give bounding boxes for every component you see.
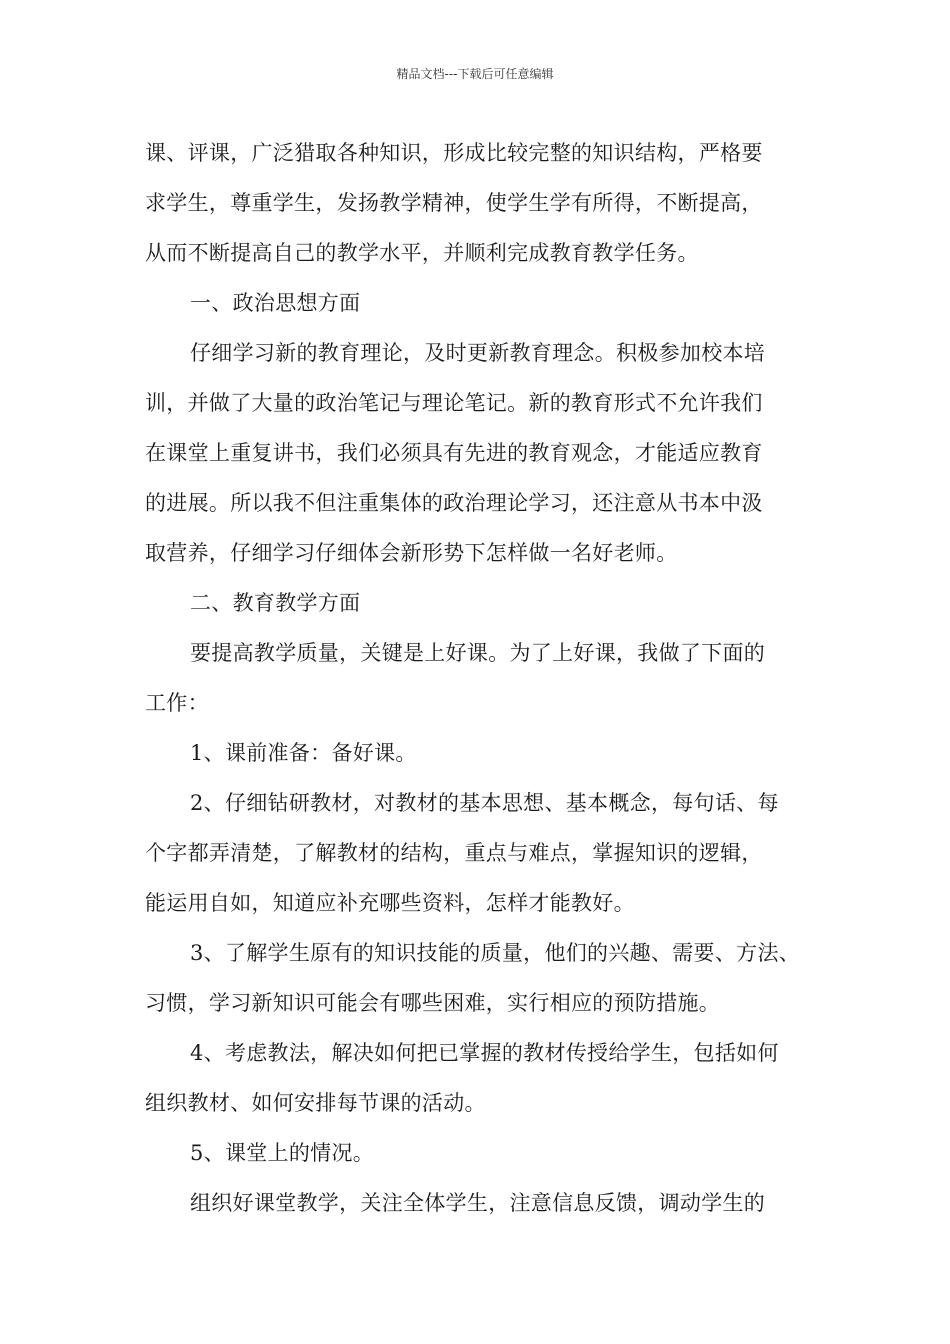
text-line: 在课堂上重复讲书，我们必须具有先进的教育观念，才能适应教育 [145, 441, 763, 465]
text-line: 取营养，仔细学习仔细体会新形势下怎样做一名好老师。 [145, 541, 678, 565]
list-item-5: 5、课堂上的情况。 [190, 1141, 375, 1165]
page-header: 精品文档---下载后可任意编辑 [396, 67, 554, 81]
document-body [145, 128, 825, 1228]
list-item-1: 1、课前准备：备好课。 [190, 741, 417, 765]
text-line: 习惯，学习新知识可能会有哪些困难，实行相应的预防措施。 [145, 991, 721, 1015]
text-line: 仔细学习新的教育理论，及时更新教育理念。积极参加校本培 [190, 341, 766, 365]
list-item-3: 3、了解学生原有的知识技能的质量，他们的兴趣、需要、方法、 [190, 941, 801, 965]
text-line: 训，并做了大量的政治笔记与理论笔记。新的教育形式不允许我们 [145, 391, 763, 415]
text-line: 组织教材、如何安排每节课的活动。 [145, 1091, 486, 1115]
section-heading-teaching: 二、教育教学方面 [190, 591, 361, 615]
text-line: 的进展。所以我不但注重集体的政治理论学习，还注意从书本中汲 [145, 491, 763, 515]
text-line: 课、评课，广泛猎取各种知识，形成比较完整的知识结构，严格要 [145, 141, 763, 165]
list-item-4: 4、考虑教法，解决如何把已掌握的教材传授给学生，包括如何 [190, 1041, 779, 1065]
text-line: 要提高教学质量，关键是上好课。为了上好课，我做了下面的 [190, 641, 766, 665]
section-heading-politics: 一、政治思想方面 [190, 291, 361, 315]
text-line: 从而不断提高自己的教学水平，并顺利完成教育教学任务。 [145, 241, 699, 265]
text-line: 求学生，尊重学生，发扬教学精神，使学生学有所得，不断提高， [145, 191, 763, 215]
text-line: 能运用自如，知道应补充哪些资料，怎样才能教好。 [145, 891, 635, 915]
text-line: 组织好课堂教学，关注全体学生，注意信息反馈，调动学生的 [190, 1191, 766, 1215]
list-item-2: 2、仔细钻研教材，对教材的基本思想、基本概念，每句话、每 [190, 791, 779, 815]
text-line: 工作： [145, 691, 209, 715]
text-line: 个字都弄清楚，了解教材的结构，重点与难点，掌握知识的逻辑， [145, 841, 763, 865]
